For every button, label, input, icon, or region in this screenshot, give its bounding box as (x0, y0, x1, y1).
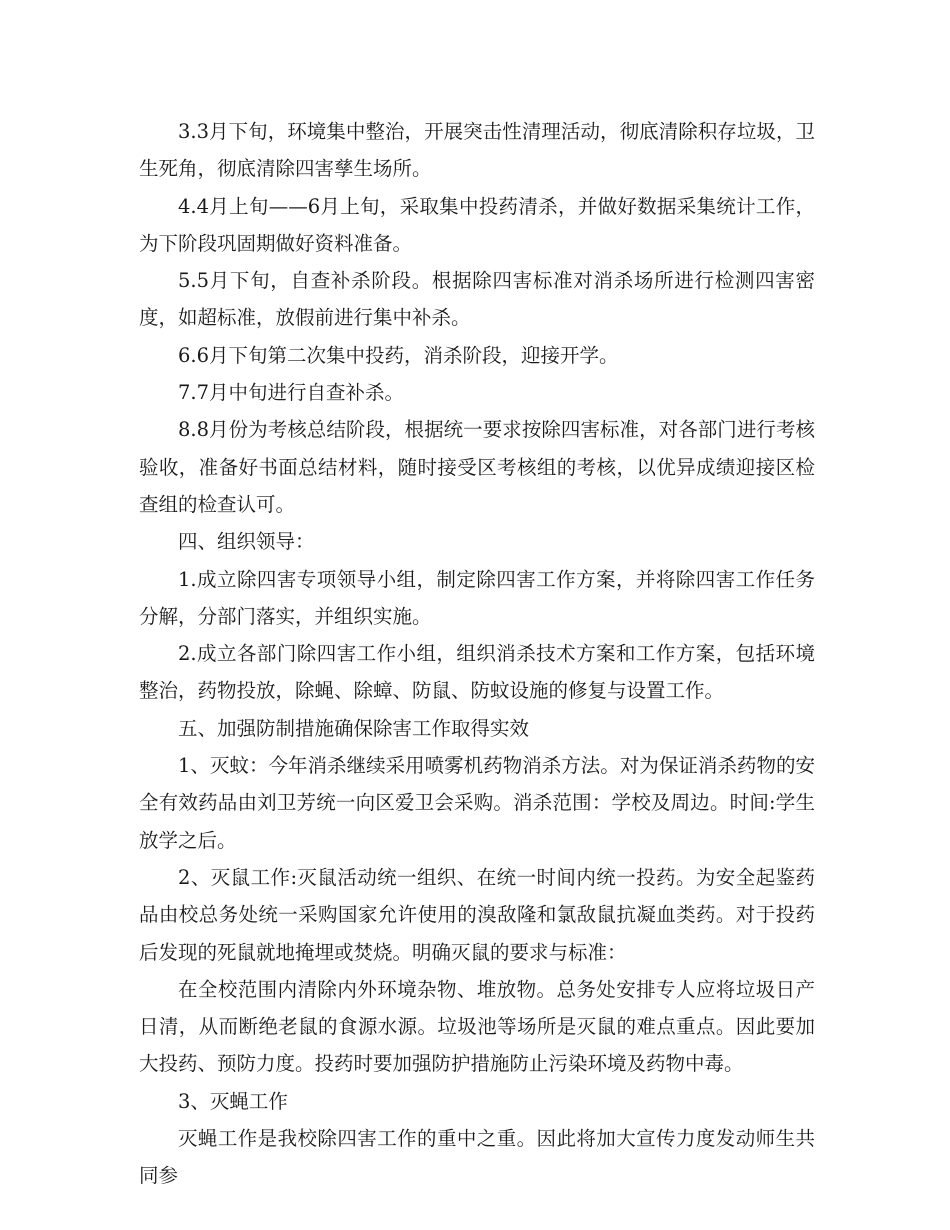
paragraph-step-3: 3.3月下旬，环境集中整治，开展突击性清理活动，彻底清除积存垃圾，卫生死角，彻底清除四害孳生场所。 (139, 120, 815, 181)
subheading-fly: 3、灭蝇工作 (178, 1089, 288, 1113)
paragraph-step-7: 7.7月中旬进行自查补杀。 (178, 381, 405, 405)
paragraph-step-8: 8.8月份为考核总结阶段，根据统一要求按除四害标准，对各部门进行考核验收，准备好书面总结材料，随时接受区考核组的考核，以优异成绩迎接区检查组的检查认可。 (139, 418, 815, 516)
paragraph-fly: 灭蝇工作是我校除四害工作的重中之重。因此将加大宣传力度发动师生共同参 (139, 1127, 815, 1188)
paragraph-org-1: 1.成立除四害专项领导小组，制定除四害工作方案，并将除四害工作任务分解，分部门落实，并组织实施。 (139, 567, 815, 628)
section-heading-organization: 四、组织领导： (178, 530, 315, 554)
paragraph-rodent-detail: 在全校范围内清除内外环境杂物、堆放物。总务处安排专人应将垃圾日产日清，从而断绝老鼠的食源水源。垃圾池等场所是灭鼠的难点重点。因此要加大投药、预防力度。投药时要加强防护措施防止污染环境及药物中毒。 (139, 977, 815, 1076)
document-body (139, 113, 815, 1195)
paragraph-step-6: 6.6月下旬第二次集中投药，消杀阶段，迎接开学。 (178, 343, 619, 367)
paragraph-step-5: 5.5月下旬，自查补杀阶段。根据除四害标准对消杀场所进行检测四害密度，如超标准，放假前进行集中补杀。 (139, 269, 815, 330)
paragraph-rodent: 2、灭鼠工作:灭鼠活动统一组织、在统一时间内统一投药。为安全起鉴药品由校总务处统一采购国家允许使用的溴敌隆和氯敌鼠抗凝血类药。对于投药后发现的死鼠就地掩埋或焚烧。明确灭鼠的要求与标准： (139, 865, 815, 964)
section-heading-measures: 五、加强防制措施确保除害工作取得实效 (178, 716, 530, 740)
paragraph-org-2: 2.成立各部门除四害工作小组，组织消杀技术方案和工作方案，包括环境整治，药物投放，除蝇、除蟑、防鼠、防蚊设施的修复与设置工作。 (139, 642, 815, 703)
paragraph-step-4: 4.4月上旬——6月上旬，采取集中投药清杀，并做好数据采集统计工作，为下阶段巩固期做好资料准备。 (139, 194, 815, 255)
paragraph-mosquito: 1、灭蚊：今年消杀继续采用喷雾机药物消杀方法。对为保证消杀药物的安全有效药品由刘卫芳统一向区爱卫会采购。消杀范围：学校及周边。时间:学生放学之后。 (139, 754, 815, 852)
